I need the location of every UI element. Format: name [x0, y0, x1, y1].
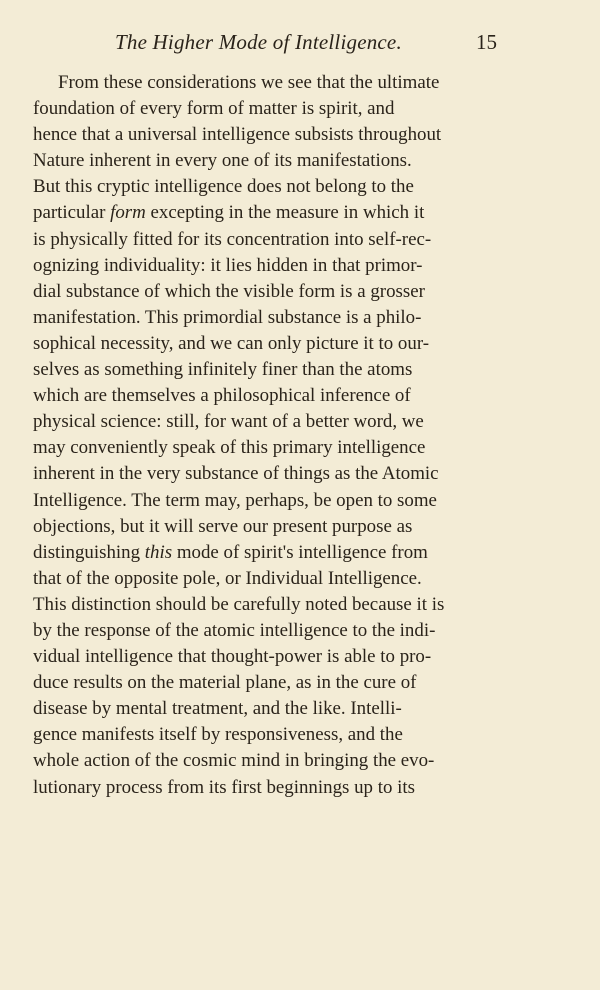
text-line: This distinction should be carefully noted because it is	[33, 593, 445, 615]
text-line: From these considerations we see that the ultimate	[58, 72, 440, 93]
text-line: But this cryptic intelligence does not belong to the	[33, 176, 414, 198]
chapter-title: The Higher Mode of Intelligence.	[115, 30, 402, 54]
text-line: may conveniently speak of this primary intelligence	[33, 437, 426, 459]
text-line: disease by mental treatment, and the like. Intelli-	[33, 698, 402, 720]
text-line: objections, but it will serve our present purpose as	[33, 515, 413, 537]
text-line: dial substance of which the visible form is a grosser	[33, 280, 425, 302]
text-line: is physically fitted for its concentration into self-rec-	[33, 228, 432, 250]
text-line: by the response of the atomic intelligence to the indi-	[33, 619, 436, 641]
text-line: foundation of every form of matter is spirit, and	[33, 98, 395, 120]
text-line: manifestation. This primordial substance is a philo-	[33, 306, 422, 328]
text-line: selves as something infinitely finer than the atoms	[33, 359, 413, 381]
text-line: hence that a universal intelligence subsists throughout	[33, 124, 442, 146]
text-line: inherent in the very substance of things as the Atomic	[33, 463, 439, 485]
text-line: ognizing individuality: it lies hidden in that primor-	[33, 254, 423, 276]
text-line: that of the opposite pole, or Individual Intelligence.	[33, 567, 422, 589]
text-line: vidual intelligence that thought-power is able to pro-	[33, 646, 432, 668]
text-line: Nature inherent in every one of its manifestations.	[33, 150, 412, 172]
body-text	[33, 70, 503, 801]
text-line: particular form excepting in the measure in which it	[33, 202, 425, 224]
running-header	[0, 30, 600, 62]
text-line: physical science: still, for want of a better word, we	[33, 411, 424, 433]
text-line: distinguishing this mode of spirit's intelligence from	[33, 541, 428, 563]
text-line: sophical necessity, and we can only picture it to our-	[33, 332, 430, 354]
text-line: gence manifests itself by responsiveness, and the	[33, 724, 403, 746]
text-line: duce results on the material plane, as in the cure of	[33, 672, 417, 694]
page-number: 15	[476, 30, 497, 54]
text-line: Intelligence. The term may, perhaps, be open to some	[33, 489, 437, 511]
emphasis-form: form	[110, 202, 146, 224]
text-line: lutionary process from its first beginnings up to its	[33, 776, 415, 798]
emphasis-this: this	[144, 541, 173, 563]
text-line: whole action of the cosmic mind in bringing the evo-	[33, 750, 435, 772]
text-line: which are themselves a philosophical inference of	[33, 385, 411, 407]
